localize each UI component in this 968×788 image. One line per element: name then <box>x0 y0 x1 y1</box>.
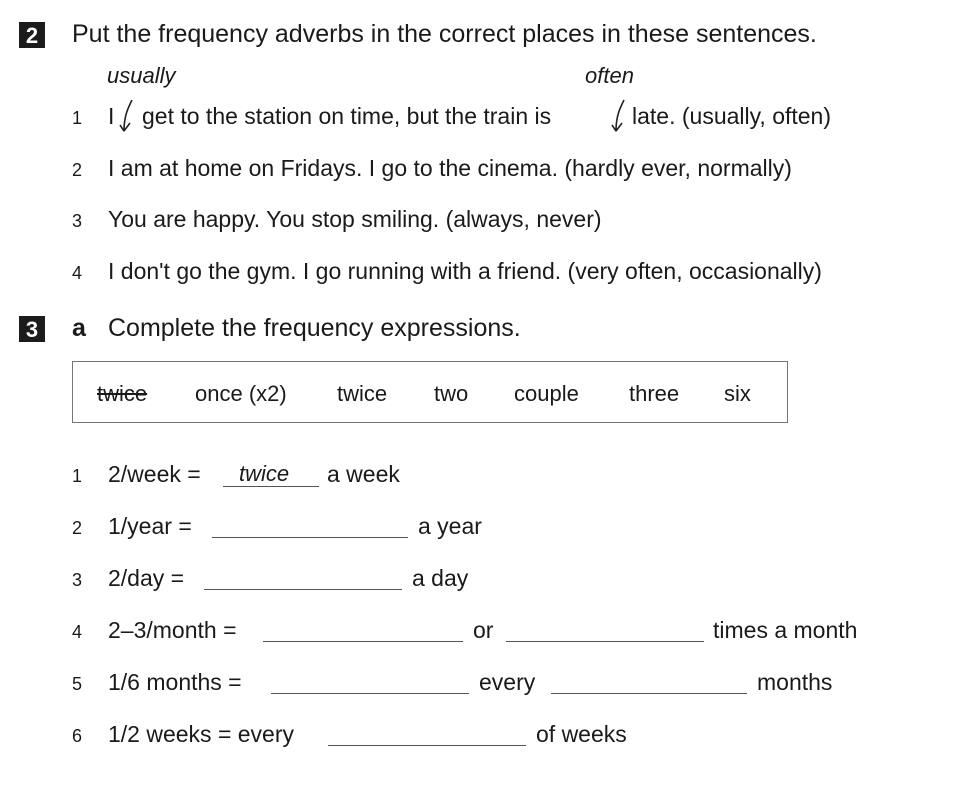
ex3-item-1-suffix: a week <box>327 461 400 487</box>
ex3-item-5-prompt: 1/6 months = <box>108 669 242 695</box>
word-box-item: once (x2) <box>195 381 287 406</box>
answer-blank[interactable] <box>506 641 704 642</box>
ex3-item-number: 4 <box>72 622 83 642</box>
ex2-item-1-part-3: late. (usually, often) <box>632 103 832 129</box>
ex2-item-4-sentence: I don't go the gym. I go running with a friend. (very often, occasionally) <box>108 258 822 284</box>
ex2-item-1-part-1: I <box>108 103 115 129</box>
ex2-item-1-part-2: get to the station on time, but the train is <box>142 103 552 129</box>
ex3-item-number: 5 <box>72 674 83 694</box>
exercise-2-instruction: Put the frequency adverbs in the correct places in these sentences. <box>72 20 817 48</box>
word-box-item-used: twice <box>97 381 148 406</box>
ex2-item-number: 2 <box>72 160 83 180</box>
word-box-item: twice <box>337 381 388 406</box>
word-box-item: six <box>724 381 751 406</box>
insertion-caret-icon <box>119 98 137 132</box>
word-box-item: three <box>629 381 680 406</box>
ex3-item-2-prompt: 1/year = <box>108 513 192 539</box>
ex2-item-2-sentence: I am at home on Fridays. I go to the cinema. (hardly ever, normally) <box>108 155 792 181</box>
exercise-3-badge: 3 <box>19 316 45 342</box>
insertion-caret-icon <box>611 98 629 132</box>
answer-blank[interactable] <box>271 693 469 694</box>
ex3-item-number: 1 <box>72 466 83 486</box>
word-box <box>72 361 788 423</box>
ex3-item-4-or: or <box>473 617 494 643</box>
example-answer: twice <box>239 461 290 486</box>
ex3-item-number: 3 <box>72 570 83 590</box>
ex3-item-2-suffix: a year <box>418 513 482 539</box>
word-box-item: two <box>434 381 469 406</box>
exercise-2-badge: 2 <box>19 22 45 48</box>
ex3-item-6-suffix: of weeks <box>536 721 627 747</box>
ex3-item-3-prompt: 2/day = <box>108 565 185 591</box>
ex3-item-1-prompt: 2/week = <box>108 461 201 487</box>
ex2-item-3-sentence: You are happy. You stop smiling. (always, never) <box>108 206 602 232</box>
ex3-item-3-suffix: a day <box>412 565 469 591</box>
exercise-3-part-label: a <box>72 314 86 342</box>
ex3-item-4-suffix: times a month <box>713 617 858 643</box>
ex3-item-number: 6 <box>72 726 83 746</box>
ex3-item-4-prompt: 2–3/month = <box>108 617 237 643</box>
ex2-item-number: 1 <box>72 108 83 128</box>
answer-blank[interactable] <box>212 537 408 538</box>
ex2-item-number: 4 <box>72 263 83 283</box>
ex2-item-number: 3 <box>72 211 83 231</box>
hint-often: often <box>585 63 634 88</box>
ex3-item-5-every: every <box>479 669 536 695</box>
answer-blank[interactable] <box>551 693 747 694</box>
ex3-item-number: 2 <box>72 518 83 538</box>
ex3-item-6-prompt: 1/2 weeks = every <box>108 721 295 747</box>
answer-blank[interactable] <box>328 745 526 746</box>
answer-blank[interactable] <box>263 641 463 642</box>
hint-usually: usually <box>107 63 176 88</box>
ex3-item-5-suffix: months <box>757 669 833 695</box>
answer-blank[interactable] <box>204 589 402 590</box>
word-box-item: couple <box>514 381 579 406</box>
exercise-3-instruction: Complete the frequency expressions. <box>108 314 521 342</box>
